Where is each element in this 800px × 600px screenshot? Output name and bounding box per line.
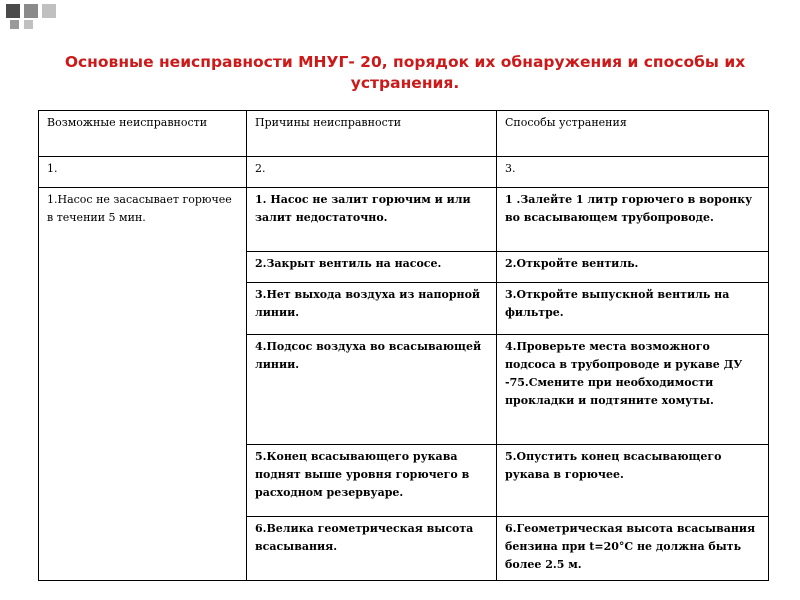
cause-cell: 3.Нет выхода воздуха из напорной линии. [247,283,497,335]
number-cell: 1. [39,157,247,188]
header-cell: Причины неисправности [247,111,497,157]
remedy-cell: 6.Геометрическая высота всасывания бензина при t=20°С не должна быть более 2.5 м. [497,517,769,581]
header-cell: Возможные неисправности [39,111,247,157]
deco-square [6,4,20,18]
cause-cell: 6.Велика геометрическая высота всасывания. [247,517,497,581]
header-cell: Способы устранения [497,111,769,157]
faults-table [38,110,769,581]
table-row [39,188,769,252]
title-line-2: устранения. [350,74,460,92]
deco-square [10,20,19,29]
number-row [39,157,769,188]
number-cell: 2. [247,157,497,188]
deco-square [24,20,33,29]
number-cell: 3. [497,157,769,188]
decorative-squares [0,0,800,40]
cause-cell: 1. Насос не залит горючим и или залит недостаточно. [247,188,497,252]
cause-cell: 2.Закрыт вентиль на насосе. [247,252,497,283]
remedy-cell: 5.Опустить конец всасывающего рукава в горючее. [497,445,769,517]
page-title [40,52,770,94]
header-row [39,111,769,157]
remedy-cell: 1 .Залейте 1 литр горючего в воронку во всасывающем трубопроводе. [497,188,769,252]
deco-square [42,4,56,18]
remedy-cell: 3.Откройте выпускной вентиль на фильтре. [497,283,769,335]
fault-cell: 1.Насос не засасывает горючее в течении 5 мин. [39,188,247,581]
title-line-1: Основные неисправности МНУГ- 20, порядок их обнаружения и способы их [64,53,746,71]
cause-cell: 4.Подсос воздуха во всасывающей линии. [247,335,497,445]
remedy-cell: 4.Проверьте места возможного подсоса в трубопроводе и рукаве ДУ -75.Смените при необходимости прокладки и подтяните хомуты. [497,335,769,445]
remedy-cell: 2.Откройте вентиль. [497,252,769,283]
cause-cell: 5.Конец всасывающего рукава поднят выше уровня горючего в расходном резервуаре. [247,445,497,517]
deco-square [24,4,38,18]
